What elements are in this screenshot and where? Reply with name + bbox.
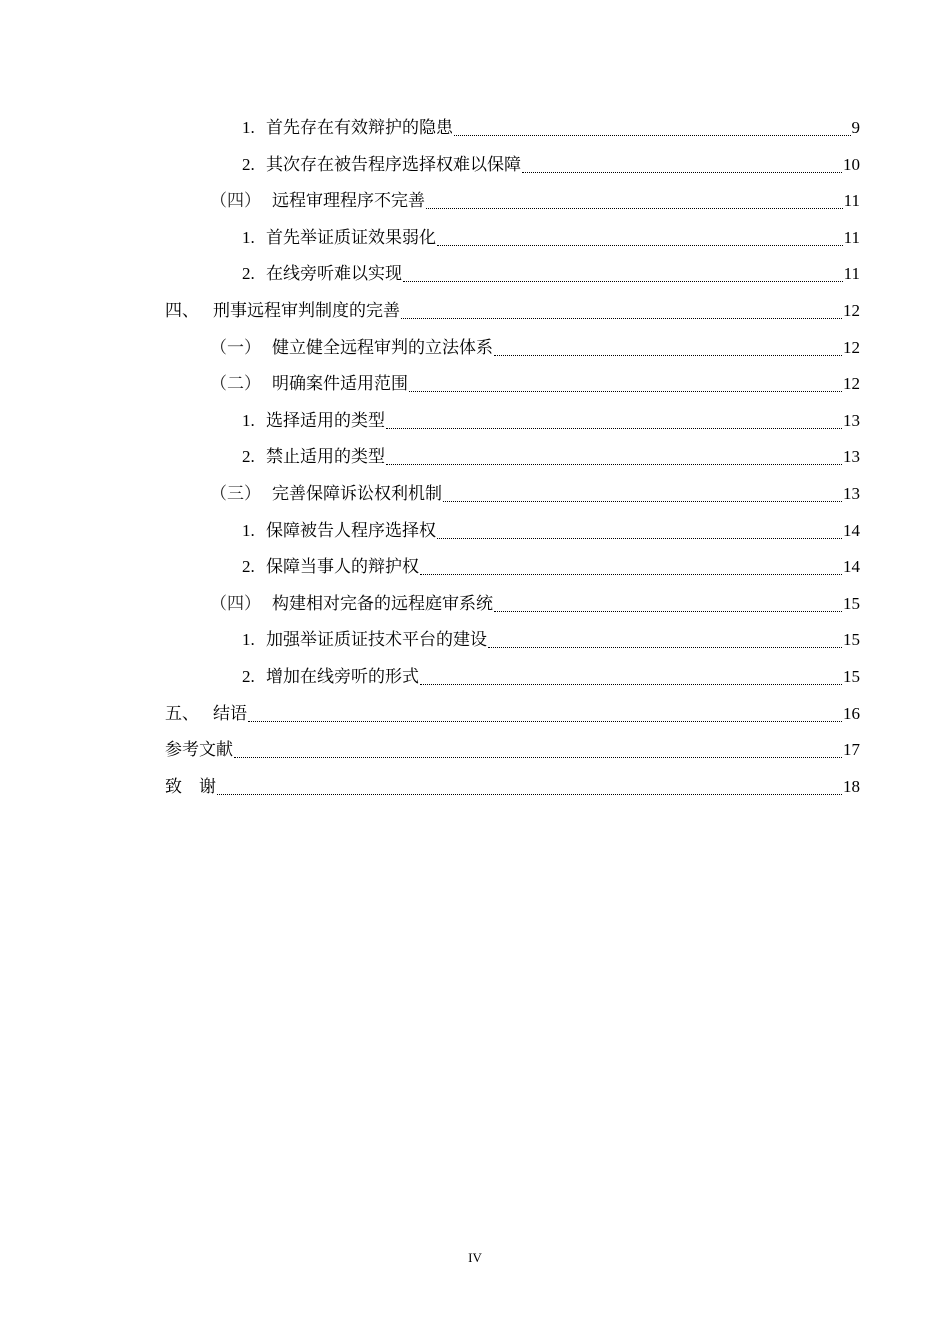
toc-entry-title: 结语 — [213, 704, 247, 724]
toc-entry-title: 参考文献 — [165, 740, 233, 760]
toc-entry-number: （四） — [210, 191, 261, 211]
toc-entry[interactable] — [242, 403, 860, 439]
toc-entry-page-number: 14 — [843, 557, 860, 576]
toc-entry[interactable] — [165, 293, 860, 329]
toc-entry[interactable] — [242, 622, 860, 658]
toc-entry-number: 2. — [242, 155, 255, 174]
toc-entry[interactable] — [242, 659, 860, 695]
toc-entry-number: 1. — [242, 630, 255, 649]
toc-entry-page-number: 18 — [843, 777, 860, 796]
toc-entry[interactable] — [242, 147, 860, 183]
toc-dot-leader — [386, 403, 842, 439]
toc-dot-leader — [494, 330, 842, 366]
toc-dot-leader — [234, 732, 842, 768]
toc-entry-page-number: 11 — [843, 191, 860, 210]
toc-entry-title: 选择适用的类型 — [266, 411, 385, 431]
toc-entry-number: 1. — [242, 521, 255, 540]
toc-entry-page-number: 14 — [843, 521, 860, 540]
toc-entry-title: 健立健全远程审判的立法体系 — [272, 338, 493, 358]
toc-entry-number: 2. — [242, 447, 255, 466]
toc-entry-page-number: 15 — [843, 594, 860, 613]
toc-dot-leader — [217, 769, 842, 805]
toc-entry-page-number: 13 — [843, 447, 860, 466]
toc-entry-title: 首先存在有效辩护的隐患 — [266, 118, 453, 138]
toc-entry-number: （四） — [210, 594, 261, 614]
toc-dot-leader — [420, 549, 842, 585]
toc-entry[interactable] — [165, 769, 860, 805]
toc-entry[interactable] — [242, 439, 860, 475]
toc-entry-title: 首先举证质证效果弱化 — [266, 228, 436, 248]
toc-entry[interactable] — [210, 183, 860, 219]
toc-dot-leader — [386, 439, 842, 475]
toc-dot-leader — [494, 586, 842, 622]
toc-entry[interactable] — [210, 586, 860, 622]
toc-entry-number: （一） — [210, 338, 261, 358]
toc-dot-leader — [401, 293, 842, 329]
toc-entry-page-number: 11 — [843, 228, 860, 247]
toc-entry[interactable] — [242, 549, 860, 585]
toc-dot-leader — [403, 256, 843, 292]
toc-dot-leader — [409, 366, 842, 402]
toc-dot-leader — [437, 220, 843, 256]
toc-entry-number: （二） — [210, 374, 261, 394]
toc-dot-leader — [454, 110, 851, 146]
toc-entry-page-number: 13 — [843, 411, 860, 430]
toc-entry-page-number: 12 — [843, 301, 860, 320]
toc-entry-page-number: 12 — [843, 338, 860, 357]
toc-entry-page-number: 16 — [843, 704, 860, 723]
toc-entry-page-number: 17 — [843, 740, 860, 759]
toc-entry-number: 1. — [242, 228, 255, 247]
toc-entry-number: 2. — [242, 667, 255, 686]
toc-dot-leader — [426, 183, 843, 219]
toc-dot-leader — [420, 659, 842, 695]
toc-dot-leader — [443, 476, 842, 512]
toc-entry-title: 加强举证质证技术平台的建设 — [266, 630, 487, 650]
toc-entry-title: 刑事远程审判制度的完善 — [213, 301, 400, 321]
toc-entry[interactable] — [165, 696, 860, 732]
toc-entry-number: 四、 — [165, 301, 199, 321]
toc-entry-page-number: 12 — [843, 374, 860, 393]
toc-dot-leader — [522, 147, 842, 183]
toc-entry-title: 在线旁听难以实现 — [266, 264, 402, 284]
toc-entry-title: 保障当事人的辩护权 — [266, 557, 419, 577]
toc-entry-number: 1. — [242, 411, 255, 430]
toc-entry-page-number: 9 — [851, 118, 860, 137]
toc-entry[interactable] — [210, 366, 860, 402]
toc-entry[interactable] — [242, 513, 860, 549]
toc-entry-title: 保障被告人程序选择权 — [266, 521, 436, 541]
toc-entry-number: 五、 — [165, 704, 199, 724]
toc-entry[interactable] — [242, 256, 860, 292]
toc-entry[interactable] — [242, 220, 860, 256]
toc-dot-leader — [488, 622, 842, 658]
toc-entry[interactable] — [165, 732, 860, 768]
toc-entry-title: 远程审理程序不完善 — [272, 191, 425, 211]
toc-entry-number: 1. — [242, 118, 255, 137]
toc-entry[interactable] — [210, 476, 860, 512]
page-number-footer: IV — [468, 1250, 482, 1265]
toc-entry-title: 致 谢 — [165, 777, 216, 797]
toc-entry-title: 禁止适用的类型 — [266, 447, 385, 467]
toc-entry-title: 明确案件适用范围 — [272, 374, 408, 394]
toc-entry-title: 其次存在被告程序选择权难以保障 — [266, 155, 521, 175]
toc-dot-leader — [248, 696, 842, 732]
toc-dot-leader — [437, 513, 842, 549]
toc-entry-title: 完善保障诉讼权利机制 — [272, 484, 442, 504]
toc-entry-title: 构建相对完备的远程庭审系统 — [272, 594, 493, 614]
toc-entry-number: 2. — [242, 264, 255, 283]
toc-entry-page-number: 13 — [843, 484, 860, 503]
toc-entry[interactable] — [210, 330, 860, 366]
toc-entry-page-number: 11 — [843, 264, 860, 283]
toc-entry-page-number: 15 — [843, 630, 860, 649]
toc-entry-number: （三） — [210, 484, 261, 504]
toc-entry[interactable] — [242, 110, 860, 146]
toc-entry-number: 2. — [242, 557, 255, 576]
toc-entry-page-number: 15 — [843, 667, 860, 686]
toc-entry-title: 增加在线旁听的形式 — [266, 667, 419, 687]
toc-entry-page-number: 10 — [843, 155, 860, 174]
